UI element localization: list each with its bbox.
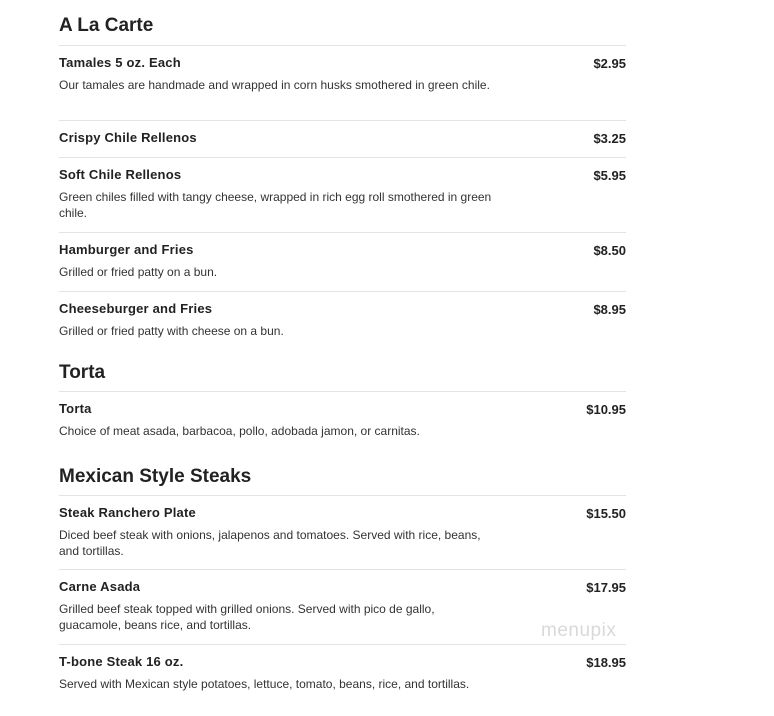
menu-section-a-la-carte: [59, 15, 626, 342]
item-name: Tamales 5 oz. Each: [59, 55, 181, 70]
item-price: $8.95: [593, 302, 626, 317]
item-description: Grilled or fried patty on a bun.: [59, 265, 218, 279]
item-name: T-bone Steak 16 oz.: [59, 654, 184, 669]
section-title: A La Carte: [59, 15, 154, 36]
menupix-watermark: menupix: [541, 620, 617, 641]
item-description: Our tamales are handmade and wrapped in corn husks smothered in green chile.: [59, 78, 490, 92]
menu-item: [59, 158, 626, 233]
item-price: $15.50: [586, 506, 626, 521]
menu-section-mexican-style-steaks: [59, 466, 626, 715]
menu-item: [59, 645, 626, 715]
menu-item: [59, 121, 626, 158]
item-name: Torta: [59, 401, 92, 416]
item-description: Diced beef steak with onions, jalapenos and tomatoes. Served with rice, beans, and tortillas.: [59, 528, 481, 558]
menu-section-torta: [59, 362, 626, 444]
item-description: Grilled beef steak topped with grilled onions. Served with pico de gallo, guacamole, beans rice, and tortillas.: [59, 602, 435, 632]
item-description: Grilled or fried patty with cheese on a bun.: [59, 324, 284, 338]
item-price: $2.95: [593, 56, 626, 71]
item-name: Crispy Chile Rellenos: [59, 130, 197, 145]
item-name: Carne Asada: [59, 579, 141, 594]
menu-item: [59, 233, 626, 292]
item-price: $18.95: [586, 655, 626, 670]
menu-item: [59, 292, 626, 342]
menu-item: [59, 392, 626, 444]
item-price: $10.95: [586, 402, 626, 417]
item-description: Choice of meat asada, barbacoa, pollo, adobada jamon, or carnitas.: [59, 424, 420, 438]
item-name: Cheeseburger and Fries: [59, 301, 213, 316]
section-title: Torta: [59, 362, 106, 383]
menu-item: [59, 46, 626, 121]
item-name: Steak Ranchero Plate: [59, 505, 196, 520]
item-description: Green chiles filled with tangy cheese, wrapped in rich egg roll smothered in green chile.: [59, 190, 492, 220]
item-price: $5.95: [593, 168, 626, 183]
menu-item: [59, 496, 626, 570]
item-name: Hamburger and Fries: [59, 242, 194, 257]
item-price: $3.25: [593, 131, 626, 146]
item-price: $17.95: [586, 580, 626, 595]
item-price: $8.50: [593, 243, 626, 258]
item-description: Served with Mexican style potatoes, lettuce, tomato, beans, rice, and tortillas.: [59, 677, 470, 691]
item-name: Soft Chile Rellenos: [59, 167, 182, 182]
section-title: Mexican Style Steaks: [59, 466, 252, 487]
